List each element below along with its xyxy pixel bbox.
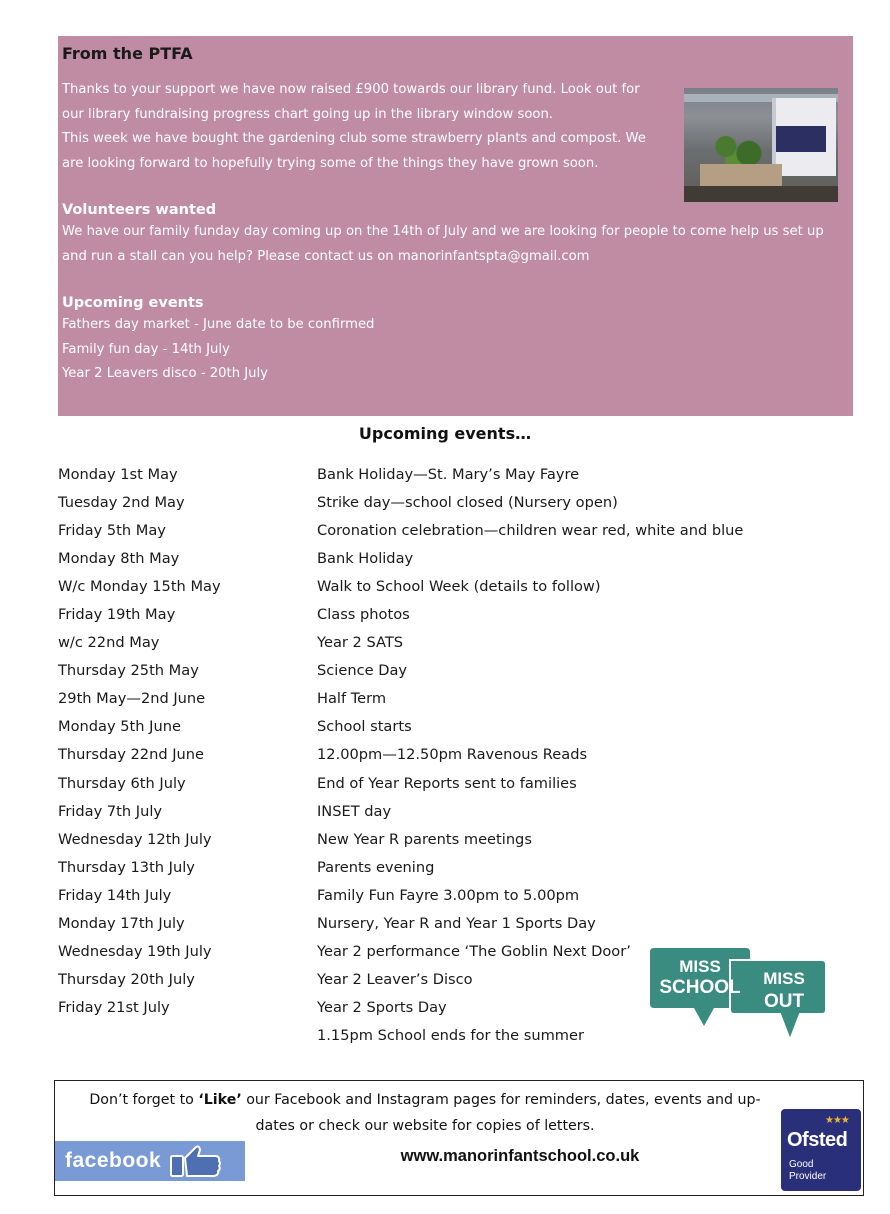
- calendar-row: [58, 713, 818, 741]
- calendar-row: [58, 657, 818, 685]
- calendar-row: [58, 910, 818, 938]
- event-date: Friday 19th May: [58, 606, 176, 624]
- calendar-row: [58, 516, 818, 544]
- calendar-row: [58, 600, 818, 628]
- event-desc: Bank Holiday—St. Mary’s May Fayre: [317, 465, 580, 483]
- event-desc: Year 2 Leaver’s Disco: [317, 971, 473, 989]
- ptfa-event-line: Year 2 Leavers disco - 20th July: [62, 366, 268, 381]
- ptfa-intro-line: our library fundraising progress chart going up in the library window soon.: [62, 106, 554, 122]
- event-date: Tuesday 2nd May: [58, 493, 185, 511]
- event-desc: 12.00pm—12.50pm Ravenous Reads: [317, 746, 588, 764]
- event-date: 29th May—2nd June: [58, 690, 206, 708]
- calendar-row: [58, 741, 818, 769]
- ptfa-intro-line: are looking forward to hopefully trying some of the things they have grown soon.: [62, 155, 599, 171]
- miss-out-line2: OUT: [763, 991, 805, 1012]
- event-date: Wednesday 19th July: [58, 943, 212, 961]
- ptfa-events-heading: Upcoming events: [62, 295, 204, 311]
- event-date: Thursday 20th July: [58, 971, 195, 989]
- calendar-title: Upcoming events…: [358, 424, 532, 443]
- star-icon: ★★★: [825, 1115, 849, 1126]
- event-date: Monday 8th May: [58, 549, 180, 567]
- calendar-row: [58, 797, 818, 825]
- facebook-like-banner[interactable]: [55, 1141, 245, 1181]
- calendar-row: [58, 460, 818, 488]
- ptfa-intro-line: Thanks to your support we have now raised £900 towards our library fund. Look out for: [62, 82, 640, 97]
- volunteers-line: We have our family funday day coming up on the 14th of July and we are looking for people to come help us set up: [62, 224, 824, 239]
- event-date: Monday 1st May: [58, 465, 178, 483]
- event-desc: End of Year Reports sent to families: [317, 774, 577, 792]
- photo-compost-bag: [700, 164, 782, 188]
- ptfa-heading: From the PTFA: [62, 44, 193, 63]
- volunteers-heading: Volunteers wanted: [62, 202, 217, 218]
- event-desc: Science Day: [317, 662, 408, 680]
- event-desc: Year 2 performance ‘The Goblin Next Door’: [317, 943, 631, 961]
- event-date: Thursday 25th May: [58, 662, 199, 680]
- ptfa-intro-line: This week we have bought the gardening club some strawberry plants and compost. We: [62, 131, 646, 146]
- event-desc: Class photos: [317, 606, 410, 624]
- miss-school-line1: MISS: [679, 957, 721, 976]
- calendar-row: [58, 629, 818, 657]
- ofsted-word: Ofsted: [787, 1129, 848, 1151]
- miss-school-miss-out-logo: [648, 946, 828, 1042]
- ptfa-event-line: Fathers day market - June date to be confirmed: [62, 317, 375, 332]
- calendar-row: [58, 685, 818, 713]
- event-date: Friday 14th July: [58, 886, 172, 904]
- event-desc: School starts: [317, 718, 412, 736]
- footer-box: [54, 1080, 864, 1196]
- event-desc: Strike day—school closed (Nursery open): [317, 493, 618, 511]
- ofsted-badge: [781, 1109, 861, 1191]
- facebook-label: facebook: [65, 1149, 162, 1172]
- ptfa-panel: [58, 36, 853, 416]
- event-date: Wednesday 12th July: [58, 830, 212, 848]
- event-desc: Family Fun Fayre 3.00pm to 5.00pm: [317, 886, 580, 904]
- calendar-row: [58, 825, 818, 853]
- ptfa-event-line: Family fun day - 14th July: [62, 341, 230, 357]
- event-desc: Walk to School Week (details to follow): [317, 577, 601, 595]
- event-desc: New Year R parents meetings: [317, 830, 532, 848]
- event-desc: Bank Holiday: [317, 549, 414, 567]
- website-link[interactable]: www.manorinfantschool.co.uk: [400, 1147, 640, 1165]
- footer-note: [55, 1087, 795, 1139]
- event-date: Friday 5th May: [58, 521, 166, 539]
- event-date: w/c 22nd May: [58, 634, 160, 652]
- event-date: Monday 5th June: [58, 718, 181, 736]
- event-date: W/c Monday 15th May: [58, 577, 221, 595]
- ofsted-sub1: Good: [789, 1159, 814, 1170]
- event-date: Friday 21st July: [58, 999, 170, 1017]
- event-date: Friday 7th July: [58, 802, 163, 820]
- miss-school-line2: SCHOOL: [659, 977, 741, 998]
- event-desc: Coronation celebration—children wear red, white and blue: [317, 521, 744, 539]
- calendar-row: [58, 544, 818, 572]
- event-date: Thursday 13th July: [58, 858, 195, 876]
- event-desc: Half Term: [317, 690, 387, 708]
- thumbs-up-icon: [169, 1144, 223, 1178]
- event-desc: Year 2 SATS: [317, 634, 404, 652]
- event-desc: 1.15pm School ends for the summer: [317, 1027, 584, 1045]
- event-desc: Parents evening: [317, 858, 435, 876]
- calendar-row: [58, 853, 818, 881]
- ofsted-sub2: Provider: [789, 1171, 827, 1182]
- footer-note-line2: dates or check our website for copies of letters.: [255, 1118, 595, 1134]
- footer-note-pre: Don’t forget to: [89, 1092, 199, 1108]
- event-date: Thursday 6th July: [58, 774, 186, 792]
- photo-box-label: [776, 126, 826, 152]
- gardening-photo: [684, 88, 838, 202]
- ptfa-intro: [62, 78, 677, 176]
- footer-note-like: ‘Like’: [198, 1092, 242, 1108]
- volunteers-line: and run a stall can you help? Please contact us on manorinfantspta@gmail.com: [62, 248, 590, 264]
- photo-table: [684, 186, 838, 202]
- event-date: Thursday 22nd June: [58, 746, 205, 764]
- miss-out-line1: MISS: [763, 969, 805, 988]
- calendar-row: [58, 488, 818, 516]
- event-desc: Nursery, Year R and Year 1 Sports Day: [317, 915, 596, 933]
- footer-note-post: our Facebook and Instagram pages for reminders, dates, events and up-: [241, 1092, 761, 1108]
- event-date: Monday 17th July: [58, 915, 185, 933]
- calendar-row: [58, 881, 818, 909]
- calendar-row: [58, 769, 818, 797]
- ofsted-rating: [789, 1159, 826, 1183]
- calendar-row: [58, 572, 818, 600]
- event-desc: INSET day: [317, 802, 392, 820]
- event-desc: Year 2 Sports Day: [317, 999, 447, 1017]
